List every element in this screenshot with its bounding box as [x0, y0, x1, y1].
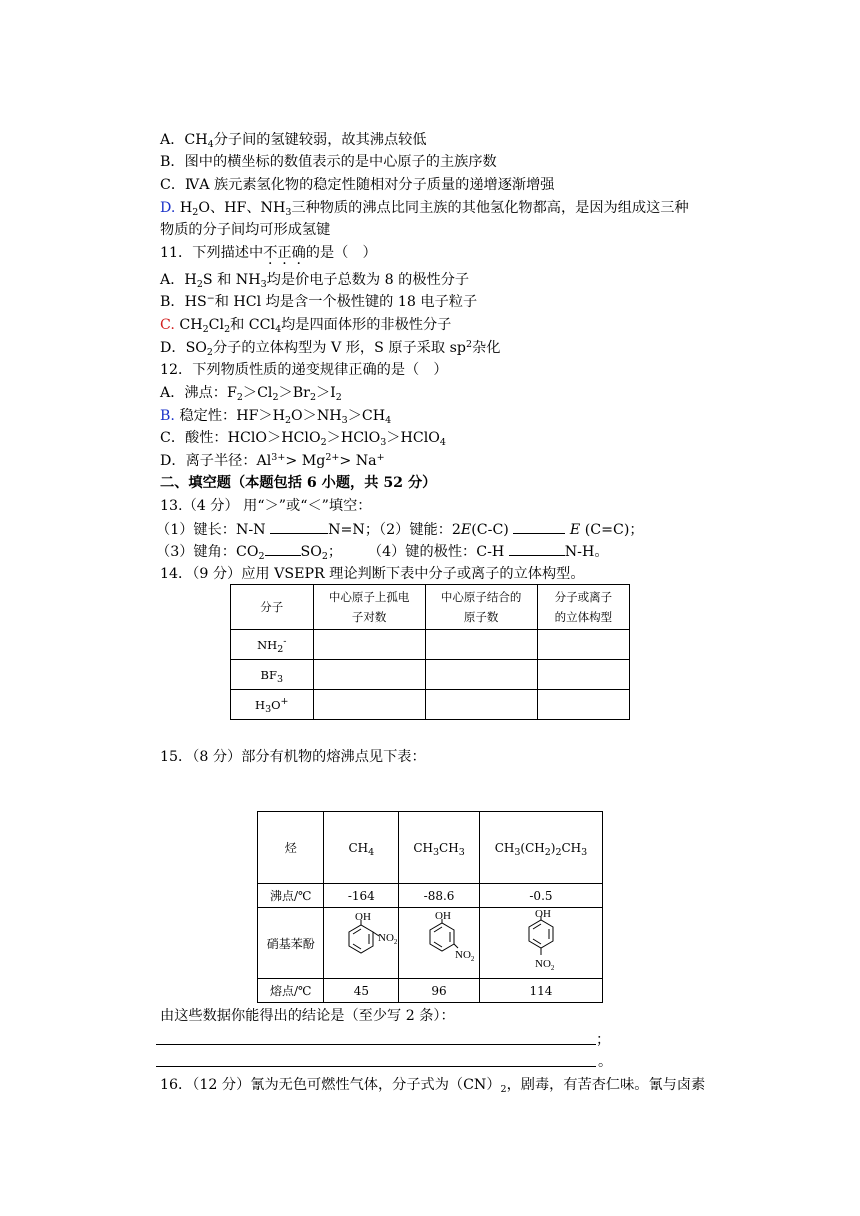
- q15-stem: 15．（8 分）部分有机物的熔沸点见下表：: [160, 749, 426, 765]
- q12-option-a: A．沸点：$F_2>Cl_2>Br_2>I_2$: [160, 385, 342, 403]
- boiling-point-value: -88.6: [399, 884, 480, 908]
- answer-line-2[interactable]: [156, 1066, 596, 1067]
- q16-stem: 16．（12 分）氰为无色可燃性气体，分子式为$(CN)_2$，剧毒，有苦杏仁味。氰与卤素: [160, 1077, 706, 1095]
- vsepr-header-geometry: 分子或离子 的立体构型: [537, 585, 629, 630]
- row-label-boiling: 沸点/℃: [258, 884, 324, 908]
- vsepr-cell-answer[interactable]: [537, 660, 629, 690]
- o-nitrophenol-structure: [324, 908, 399, 979]
- boiling-point-value: -0.5: [479, 884, 602, 908]
- vsepr-header-lone-pairs: 中心原子上孤电 子对数: [313, 585, 425, 630]
- answer-line-1[interactable]: [156, 1044, 596, 1045]
- hydrocarbon-ethane: $CH_3CH_3$: [399, 812, 480, 884]
- svg-text:NO2: $NO_2$: [378, 932, 398, 946]
- row-label-melting: 熔点/℃: [258, 979, 324, 1003]
- q11-option-b: B．HS−和 HCl 均是含一个极性键的 18 电子粒子: [160, 293, 478, 310]
- oh-label: OH: [355, 911, 372, 923]
- svg-text:NO2: $NO_2$: [534, 958, 555, 972]
- q12-option-c: C．酸性：HClO＞HClO$_2$＞HClO$_3$＞HClO$_4$: [160, 430, 446, 448]
- q11-option-d: D．$SO_2$分子的立体构型为 V 形，S 原子采取 $sp^2$杂化: [160, 339, 501, 358]
- vsepr-cell-answer[interactable]: [313, 630, 425, 660]
- svg-text:OH: OH: [534, 908, 551, 920]
- p-nitrophenol-structure: [479, 908, 602, 979]
- table-row: [231, 690, 630, 720]
- q10-option-d-cont: 物质的分子间均可形成氢键: [160, 222, 331, 238]
- vsepr-cell-answer[interactable]: [425, 660, 537, 690]
- q12-option-d: D．离子半径：$Al^{3+}> Mg^{2+}> Na^+$: [160, 452, 385, 469]
- q13-blank-1[interactable]: [270, 519, 328, 534]
- vsepr-header-bonded-atoms: 中心原子结合的 原子数: [425, 585, 537, 630]
- q13-blank-2[interactable]: [513, 519, 565, 534]
- q10-option-d: D. $H_2O$、HF、$NH_3$三种物质的沸点比同主族的其他氢化物都高，是因为组成这三种: [160, 200, 689, 218]
- q13-line-2: （3）键角：$CO_2$ $SO_2$； （4）键的极性：C-H N-H。: [156, 541, 609, 562]
- vsepr-cell-answer[interactable]: [313, 690, 425, 720]
- hydrocarbon-ch4: $CH_4$: [324, 812, 399, 884]
- q13-stem: 13.（4 分） 用“＞”或“＜”填空：: [160, 498, 372, 514]
- q13-blank-3[interactable]: [265, 541, 301, 556]
- m-nitrophenol-structure: [399, 908, 480, 979]
- q11-stem: 11．下列描述中不正确的是（ ）: [160, 245, 377, 261]
- vsepr-molecule-nh2: $NH_2^-$: [231, 630, 314, 660]
- q14-stem: 14．（9 分）应用 VSEPR 理论判断下表中分子或离子的立体构型。: [160, 566, 585, 582]
- boiling-point-value: -164: [324, 884, 399, 908]
- row-label-hydrocarbon: 烃: [258, 812, 324, 884]
- q11-option-c: C. $CH_2Cl_2$和 CCl$_4$均是四面体形的非极性分子: [160, 317, 452, 335]
- q13-blank-4[interactable]: [509, 541, 565, 556]
- q11-option-a: A．$H_2S$ 和 $NH_3$均是价电子总数为 8 的极性分子: [160, 272, 470, 290]
- table-row: [231, 630, 630, 660]
- melting-point-value: 96: [399, 979, 480, 1003]
- vsepr-header-molecule: 分子: [231, 585, 314, 630]
- q10-option-a: A．$CH_4$分子间的氢键较弱，故其沸点较低: [160, 132, 427, 150]
- q15-conclusion-prompt: 由这些数据你能得出的结论是（至少写 2 条）：: [160, 1008, 455, 1024]
- q10-option-c: C．ⅣA 族元素氢化物的稳定性随相对分子质量的递增逐渐增强: [160, 177, 555, 193]
- melting-point-value: 114: [479, 979, 602, 1003]
- section-2-title: 二、填空题（本题包括 6 小题，共 52 分）: [160, 475, 437, 491]
- svg-text:OH: OH: [435, 910, 451, 922]
- q13-line-1: （1）键长：N-N N=N；（2）键能：2E(C-C) E (C=C)；: [156, 519, 644, 540]
- vsepr-cell-answer[interactable]: [425, 690, 537, 720]
- q12-option-b: B. 稳定性：$HF>H_2O>NH_3>CH_4$: [160, 408, 392, 426]
- svg-text:NO2: $NO_2$: [455, 949, 475, 963]
- melting-boiling-table: [257, 811, 603, 1003]
- vsepr-molecule-h3o: $H_3O^+$: [231, 690, 314, 720]
- vsepr-table: [230, 584, 630, 720]
- hydrocarbon-butane: $CH_3(CH_2)_2CH_3$: [479, 812, 602, 884]
- answer-line-2-end: 。: [598, 1054, 613, 1070]
- vsepr-molecule-bf3: $BF_3$: [231, 660, 314, 690]
- vsepr-cell-answer[interactable]: [537, 630, 629, 660]
- vsepr-cell-answer[interactable]: [537, 690, 629, 720]
- row-label-nitrophenol: 硝基苯酚: [258, 908, 324, 979]
- q12-stem: 12．下列物质性质的递变规律正确的是（ ）: [160, 362, 448, 378]
- vsepr-cell-answer[interactable]: [425, 630, 537, 660]
- melting-point-value: 45: [324, 979, 399, 1003]
- q10-option-b: B．图中的横坐标的数值表示的是中心原子的主族序数: [160, 154, 497, 170]
- answer-line-1-end: ；: [596, 1032, 611, 1048]
- table-row: [231, 660, 630, 690]
- vsepr-cell-answer[interactable]: [313, 660, 425, 690]
